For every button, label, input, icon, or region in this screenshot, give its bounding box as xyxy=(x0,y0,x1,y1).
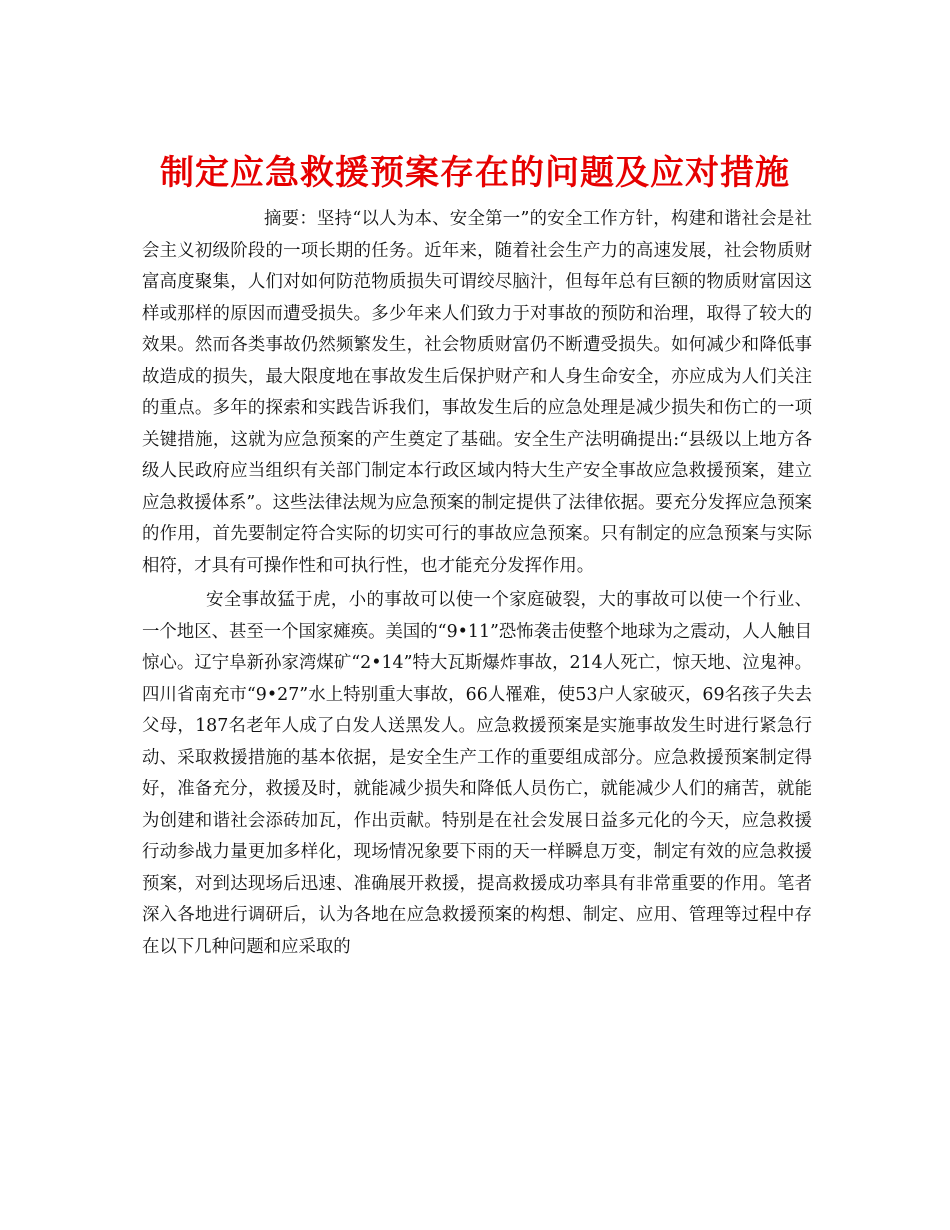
document-title: 制定应急救援预案存在的问题及应对措施 xyxy=(160,152,790,193)
abstract-paragraph: 摘要：坚持“以人为本、安全第一”的安全工作方针，构建和谐社会是社会主义初级阶段的一项长期的任务。近年来，随着社会生产力的高速发展，社会物质财富高度聚集，人们对如何防范物质损失可谓绞尽脑汁，但每年总有巨额的物质财富因这样或那样的原因而遭受损失。多少年来人们致力于对事故的预防和治理，取得了较大的效果。然而各类事故仍然频繁发生，社会物质财富仍不断遭受损失。如何减少和降低事故造成的损失，最大限度地在事故发生后保护财产和人身生命安全，亦应成为人们关注的重点。多年的探索和实践告诉我们，事故发生后的应急处理是减少损失和伤亡的一项关键措施，这就为应急预案的产生奠定了基础。安全生产法明确提出:“县级以上地方各级人民政府应当组织有关部门制定本行政区域内特大生产安全事故应急救援预案，建立应急救援体系”。这些法律法规为应急预案的制定提供了法律依据。要充分发挥应急预案的作用，首先要制定符合实际的切实可行的事故应急预案。只有制定的应急预案与实际相符，才具有可操作性和可执行性，也才能充分发挥作用。 xyxy=(142,209,812,576)
body-paragraph: 安全事故猛于虎，小的事故可以使一个家庭破裂，大的事故可以使一个行业、一个地区、甚至一个国家瘫痪。美国的“9•11”恐怖袭击使整个地球为之震动，人人触目惊心。辽宁阜新孙家湾煤矿“2•14”特大瓦斯爆炸事故，214人死亡，惊天地、泣鬼神。四川省南充市“9•27”水上特别重大事故，66人罹难，使53户人家破灭，69名孩子失去父母，187名老年人成了白发人送黑发人。应急救援预案是实施事故发生时进行紧急行动、采取救援措施的基本依据，是安全生产工作的重要组成部分。应急救援预案制定得好，准备充分，救援及时，就能减少损失和降低人员伤亡，就能减少人们的痛苦，就能为创建和谐社会添砖加瓦，作出贡献。特别是在社会发展日益多元化的今天，应急救援行动参战力量更加多样化，现场情况象要下雨的天一样瞬息万变，制定有效的应急救援预案，对到达现场后迅速、准确展开救援，提高救援成功率具有非常重要的作用。笔者深入各地进行调研后，认为各地在应急救援预案的构想、制定、应用、管理等过程中存在以下几种问题和应采取的 xyxy=(142,590,812,957)
document-body xyxy=(142,204,812,963)
